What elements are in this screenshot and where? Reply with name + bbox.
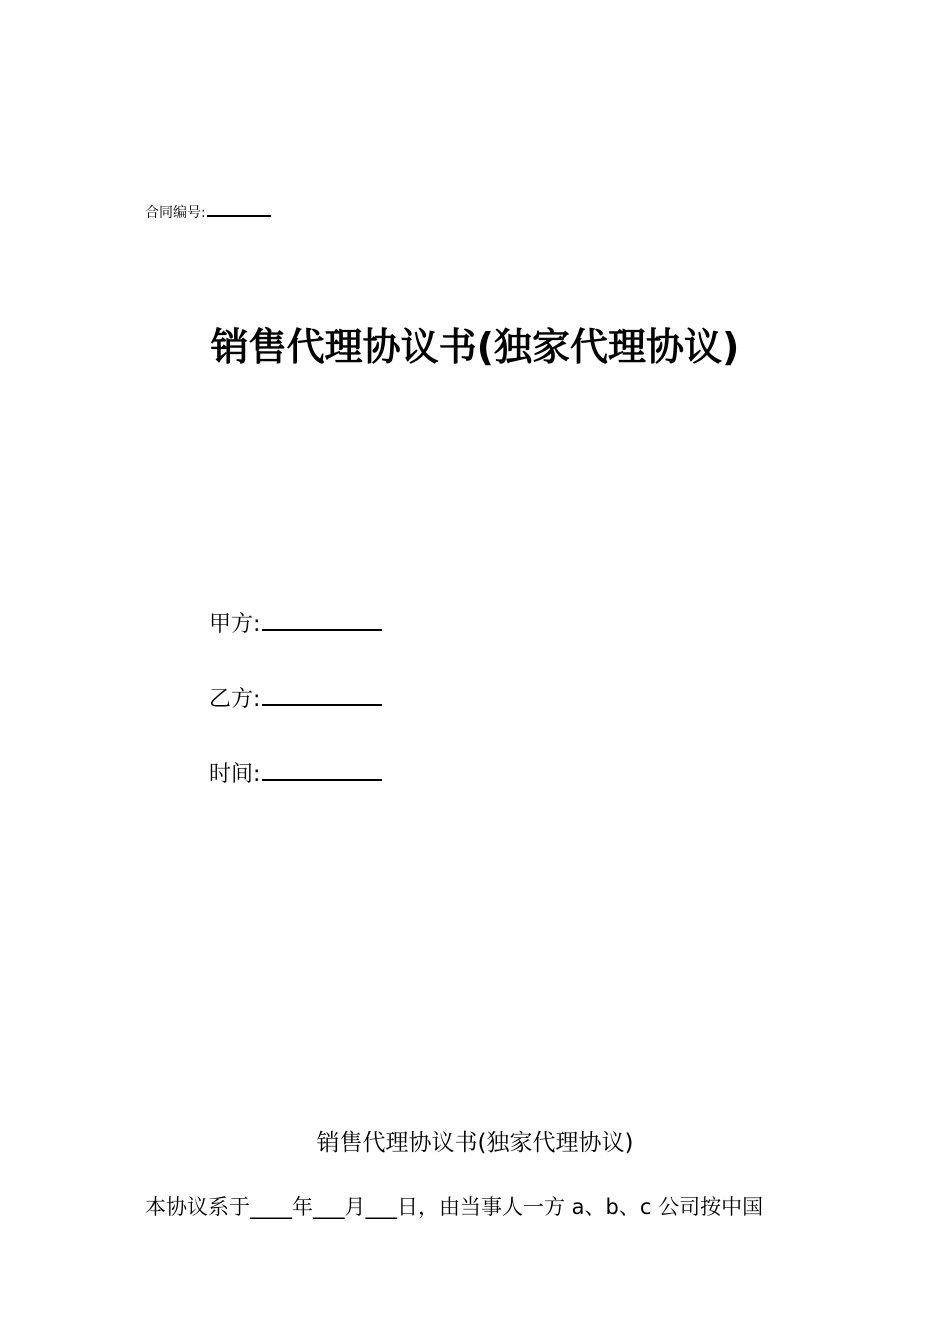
party-a-blank xyxy=(262,607,382,631)
party-a-row xyxy=(209,607,382,639)
contract-number-label: 合同编号: xyxy=(145,205,206,221)
body-paragraph-first-line: 本协议系于____年___月___日，由当事人一方 a、b、c 公司按中国 xyxy=(145,1195,764,1219)
time-row xyxy=(209,757,382,789)
contract-number-blank xyxy=(207,201,271,217)
time-label: 时间: xyxy=(209,762,261,787)
body-subtitle: 销售代理协议书(独家代理协议) xyxy=(316,1130,634,1156)
party-a-label: 甲方: xyxy=(209,612,261,637)
party-b-row xyxy=(209,682,382,714)
contract-number-row xyxy=(145,201,271,222)
time-blank xyxy=(262,757,382,781)
document-title: 销售代理协议书(独家代理协议) xyxy=(210,325,740,369)
party-b-blank xyxy=(262,682,382,706)
party-b-label: 乙方: xyxy=(209,687,261,712)
